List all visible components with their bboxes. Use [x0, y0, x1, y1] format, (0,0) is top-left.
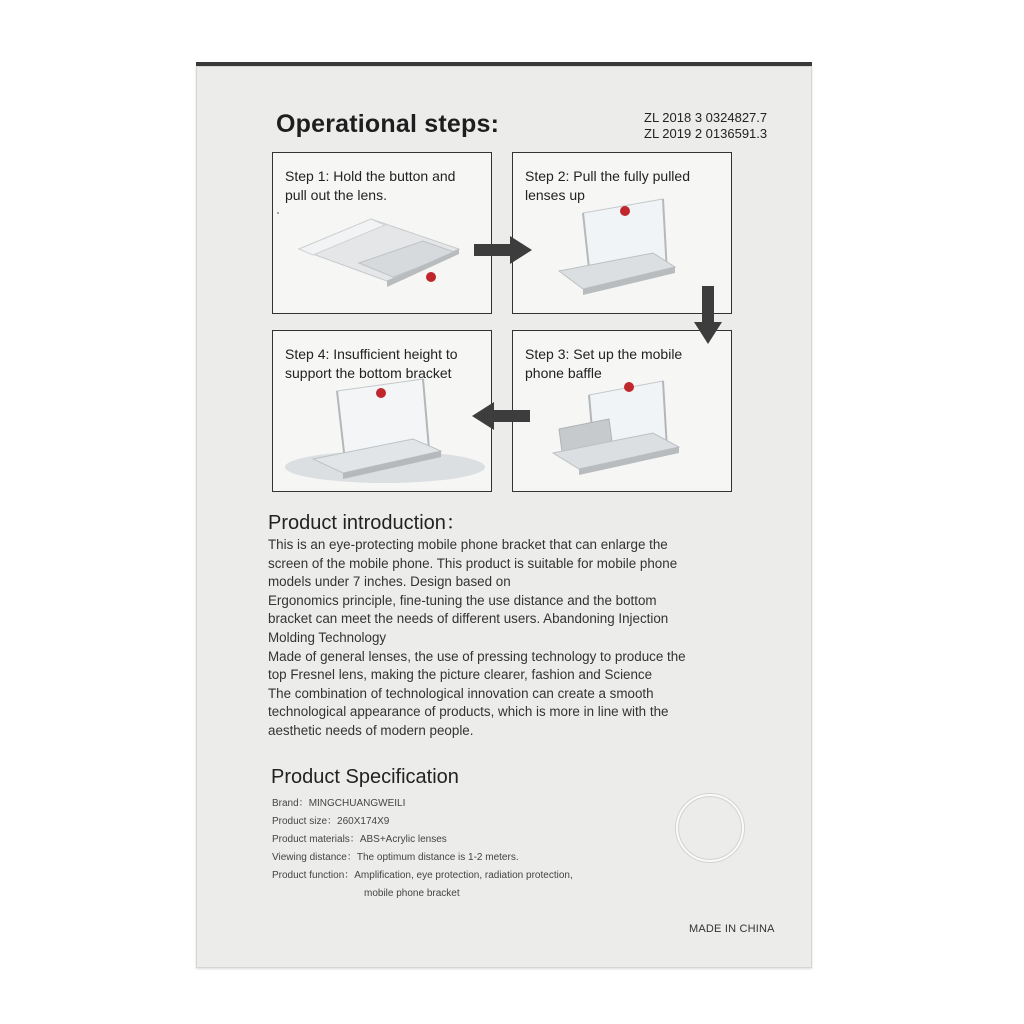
step-3-line-1: Step 3: Set up the mobile [525, 346, 683, 362]
step-1-line-1: Step 1: Hold the button and [285, 168, 456, 184]
product-specification-heading: Product Specification [271, 766, 459, 788]
step-1-red-button [426, 272, 436, 282]
operational-steps-title: Operational steps: [276, 110, 500, 138]
spec-row-viewing-distance: Viewing distance：The optimum distance is 1-2 meters. [272, 852, 519, 863]
product-specification-list [272, 795, 573, 903]
product-introduction-text [268, 536, 738, 741]
step-2-line-1: Step 2: Pull the fully pulled [525, 168, 690, 184]
product-box-back [196, 66, 812, 968]
intro-line: Ergonomics principle, fine-tuning the use distance and the bottom [268, 592, 657, 608]
spec-row-function: Product function：Amplification, eye protection, radiation protection, [272, 870, 573, 881]
embossed-circle [676, 794, 744, 862]
spec-row-size: Product size：260X174X9 [272, 816, 390, 827]
spec-row-function-continued: mobile phone bracket [364, 888, 460, 899]
intro-line: screen of the mobile phone. This product is suitable for mobile phone [268, 555, 678, 571]
intro-line: Made of general lenses, the use of pressing technology to produce the [268, 648, 686, 664]
intro-line: top Fresnel lens, making the picture clearer, fashion and Science [268, 667, 653, 683]
intro-line: This is an eye-protecting mobile phone bracket that can enlarge the [268, 537, 668, 552]
intro-line: The combination of technological innovation can create a smooth [268, 685, 654, 701]
step-1-text [285, 167, 485, 205]
step-2-line-2: lenses up [525, 187, 585, 203]
step-3-line-2: phone baffle [525, 365, 602, 381]
step-3-text [525, 345, 725, 383]
intro-line: models under 7 inches. Design based on [268, 574, 511, 590]
spec-row-materials: Product materials：ABS+Acrylic lenses [272, 834, 447, 845]
intro-line: aesthetic needs of modern people. [268, 722, 474, 738]
step-2-text [525, 167, 725, 205]
arrow-down-icon [692, 286, 724, 346]
step-2-red-button [620, 206, 630, 216]
step-1-line-2: pull out the lens. [285, 187, 387, 203]
step-3-red-button [624, 382, 634, 392]
step-4-red-button [376, 388, 386, 398]
intro-line: bracket can meet the needs of different users. Abandoning Injection [268, 611, 669, 627]
step-3-panel [512, 330, 732, 492]
patent-number-1: ZL 2018 3 0324827.7 [644, 110, 768, 125]
patent-number-2: ZL 2019 2 0136591.3 [644, 126, 768, 141]
step-4-line-2: support the bottom bracket [285, 365, 452, 381]
made-in-china-label: MADE IN CHINA [689, 923, 775, 935]
product-introduction-heading: Product introduction： [268, 512, 466, 534]
arrow-left-icon [472, 400, 532, 432]
intro-line: Molding Technology [268, 629, 387, 645]
step-1-panel [272, 152, 492, 314]
intro-line: technological appearance of products, which is more in line with the [268, 704, 669, 720]
patent-numbers [644, 110, 767, 142]
step-4-text [285, 345, 485, 383]
spec-row-brand: Brand：MINGCHUANGWEILI [272, 798, 406, 809]
step-4-panel [272, 330, 492, 492]
step-4-line-1: Step 4: Insufficient height to [285, 346, 458, 362]
arrow-right-icon [474, 234, 534, 266]
